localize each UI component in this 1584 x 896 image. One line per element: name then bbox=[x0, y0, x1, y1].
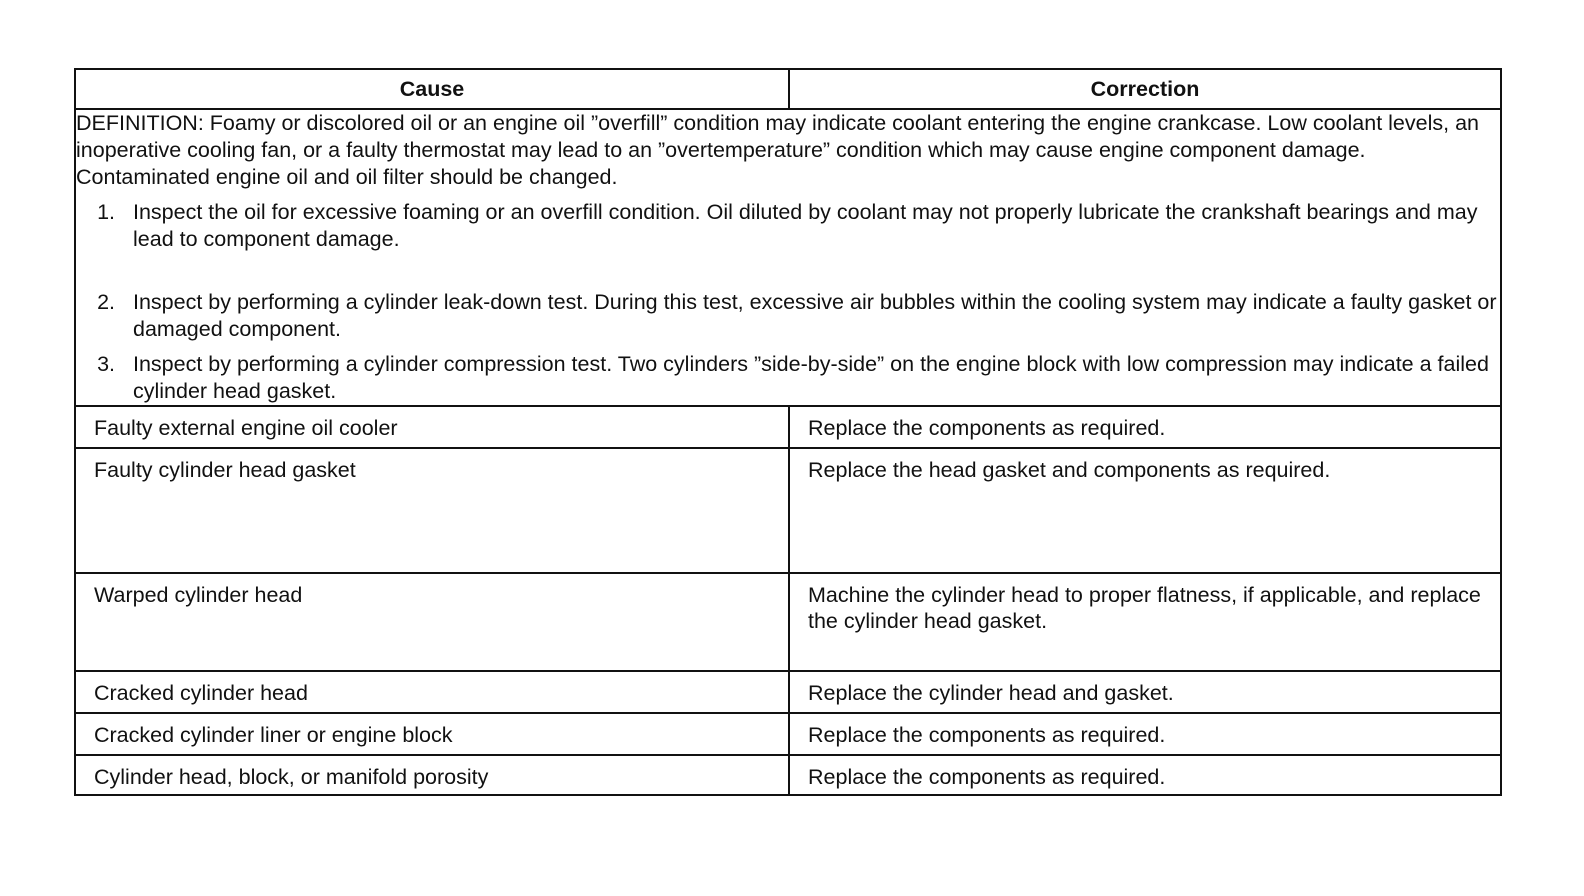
correction-cell bbox=[789, 448, 1501, 573]
step-number: 1. bbox=[97, 200, 115, 224]
step-text: Inspect by performing a cylinder compression test. Two cylinders ”side-by-side” on the engine block with low compression may indicate a failed cylinder head gasket. bbox=[133, 352, 1489, 403]
cause-text: Cylinder head, block, or manifold porosity bbox=[94, 765, 489, 789]
cause-cell bbox=[75, 713, 789, 755]
table-row bbox=[75, 755, 1501, 795]
step-text: Inspect the oil for excessive foaming or an overfill condition. Oil diluted by coolant may not properly lubricate the crankshaft bearings and may lead to component damage. bbox=[133, 200, 1478, 251]
troubleshooting-table bbox=[74, 68, 1502, 796]
definition-cell bbox=[75, 109, 1501, 406]
correction-cell bbox=[789, 573, 1501, 671]
header-row bbox=[75, 69, 1501, 109]
correction-text: Replace the head gasket and components as required. bbox=[808, 458, 1331, 482]
step-text: Inspect by performing a cylinder leak-down test. During this test, excessive air bubbles within the cooling system may indicate a faulty gasket or damaged component. bbox=[133, 290, 1497, 341]
step-number: 3. bbox=[97, 352, 115, 376]
cause-cell bbox=[75, 671, 789, 713]
cause-cell bbox=[75, 573, 789, 671]
correction-cell bbox=[789, 755, 1501, 795]
cause-text: Cracked cylinder liner or engine block bbox=[94, 723, 453, 747]
step-number: 2. bbox=[97, 290, 115, 314]
correction-text: Replace the cylinder head and gasket. bbox=[808, 681, 1174, 705]
correction-cell bbox=[789, 671, 1501, 713]
correction-text: Machine the cylinder head to proper flatness, if applicable, and replace the cylinder head gasket. bbox=[808, 583, 1481, 633]
table-row bbox=[75, 671, 1501, 713]
correction-text: Replace the components as required. bbox=[808, 765, 1166, 789]
correction-cell bbox=[789, 713, 1501, 755]
inspection-steps bbox=[76, 199, 1500, 405]
inspection-step bbox=[76, 199, 1500, 253]
cause-column-header: Cause bbox=[75, 69, 789, 109]
definition-row bbox=[75, 109, 1501, 406]
inspection-step bbox=[76, 351, 1500, 405]
table-row bbox=[75, 448, 1501, 573]
correction-column-header: Correction bbox=[789, 69, 1501, 109]
table-row bbox=[75, 713, 1501, 755]
inspection-step bbox=[76, 289, 1500, 343]
correction-text: Replace the components as required. bbox=[808, 416, 1166, 440]
correction-cell bbox=[789, 406, 1501, 448]
cause-cell bbox=[75, 448, 789, 573]
cause-text: Faulty external engine oil cooler bbox=[94, 416, 398, 440]
cause-cell bbox=[75, 406, 789, 448]
table-row bbox=[75, 406, 1501, 448]
cause-text: Cracked cylinder head bbox=[94, 681, 308, 705]
correction-text: Replace the components as required. bbox=[808, 723, 1166, 747]
cause-text: Warped cylinder head bbox=[94, 583, 303, 607]
cause-text: Faulty cylinder head gasket bbox=[94, 458, 356, 482]
table-row bbox=[75, 573, 1501, 671]
cause-cell bbox=[75, 755, 789, 795]
definition-text: DEFINITION: Foamy or discolored oil or an engine oil ”overfill” condition may indicate coolant entering the engine crankcase. Low coolant levels, an inoperative cooling fan, or a faulty thermostat may lead to an ”overtemperature” condition which may cause engine component damage. Contaminated engine oil and oil filter should be changed. bbox=[76, 111, 1479, 189]
